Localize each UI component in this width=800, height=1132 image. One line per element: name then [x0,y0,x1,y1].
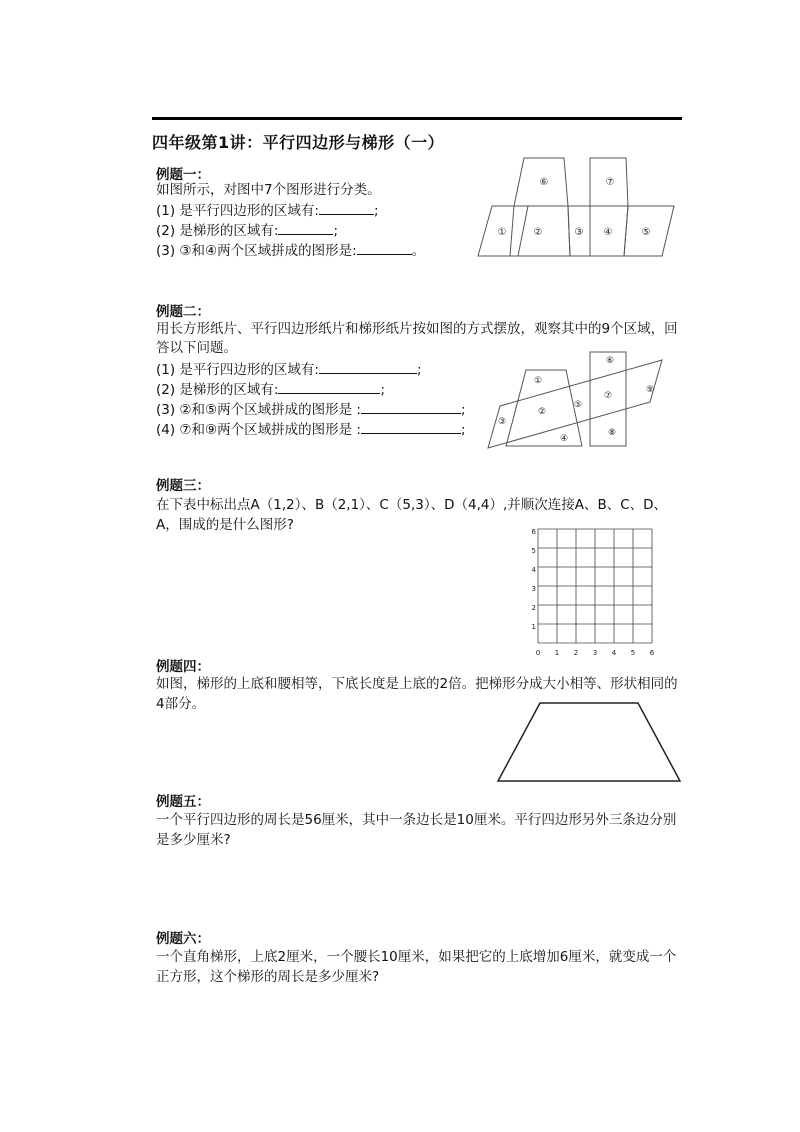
ex1-q3: (3) ③和④两个区域拼成的图形是: 。 [156,240,425,261]
ex1-label: ① [497,227,507,238]
x-tick-label: 5 [630,649,636,657]
x-tick-label: 1 [554,649,560,657]
header-rule [152,117,682,120]
ex6-heading: 例题六： [156,931,210,947]
ex2-label: ① [533,376,543,386]
x-tick-label: 2 [573,649,579,657]
ex1-figure [478,158,688,263]
ex3-heading: 例题三： [156,478,210,494]
ex2-label: ④ [559,434,569,444]
ex2-q3: (3) ②和⑤两个区域拼成的图形是 : ; [156,399,466,420]
page-title: 四年级第1讲：平行四边形与梯形（一） [152,133,445,152]
ex2-q2: (2) 是梯形的区域有: ; [156,379,385,400]
ex1-label: ⑦ [605,177,615,188]
x-tick-label: 4 [611,649,617,657]
y-tick-label: 6 [531,528,536,536]
ex2-label: ⑦ [603,391,613,401]
y-tick-label: 3 [531,585,536,593]
ex1-heading: 例题一： [156,167,210,183]
answer-blank[interactable] [361,399,461,414]
ex4-heading: 例题四： [156,659,210,675]
ex2-label: ⑤ [573,400,583,410]
y-tick-label: 5 [531,547,536,555]
y-tick-label: 4 [531,566,536,574]
ex1-q1: (1) 是平行四边形的区域有: ; [156,200,379,221]
trapezoid-figure [496,701,684,783]
ex5-text: 一个平行四边形的周长是56厘米，其中一条边长是10厘米。平行四边形另外三条边分别是多少厘米? [156,812,677,848]
x-tick-label: 6 [649,649,655,657]
ex1-label: ⑤ [641,227,651,238]
ex3-text: 在下表中标出点A（1,2）、B（2,1）、C（5,3）、D（4,4）,并顺次连接A、B、C、D、A，围成的是什么图形? [156,497,668,533]
ex4-text: 如图，梯形的上底和腰相等，下底长度是上底的2倍。把梯形分成大小相等、形状相同的4部分。 [156,676,678,712]
ex1-label: ③ [574,227,584,238]
ex2-heading: 例题二： [156,304,210,320]
answer-blank[interactable] [361,419,461,434]
ex6-text: 一个直角梯形，上底2厘米，一个腰长10厘米，如果把它的上底增加6厘米，就变成一个正方形，这个梯形的周长是多少厘米? [156,949,677,985]
answer-blank[interactable] [278,379,380,394]
ex2-q1: (1) 是平行四边形的区域有: ; [156,359,422,380]
ex4-trapezoid [498,703,680,781]
coordinate-grid [530,524,665,659]
x-tick-label: 0 [535,649,541,657]
ex1-label: ④ [603,227,613,238]
ex2-label: ⑧ [607,428,617,438]
ex2-label: ③ [497,417,507,427]
ex1-intro: 如图所示，对图中7个图形进行分类。 [156,182,381,198]
answer-blank[interactable] [319,359,417,374]
ex2-figure [486,350,666,450]
answer-blank[interactable] [357,240,412,255]
answer-blank[interactable] [278,220,333,235]
y-tick-label: 1 [531,623,536,631]
ex2-label: ② [537,407,547,417]
x-tick-label: 3 [592,649,598,657]
ex1-label: ② [533,227,543,238]
ex1-label: ⑥ [539,177,549,188]
ex2-label: ⑥ [605,356,615,366]
ex2-label: ⑨ [645,385,655,395]
answer-blank[interactable] [319,200,374,215]
y-tick-label: 2 [531,604,536,612]
ex2-intro: 用长方形纸片、平行四边形纸片和梯形纸片按如图的方式摆放，观察其中的9个区域，回答以下问题。 [156,321,678,356]
ex5-heading: 例题五： [156,794,210,810]
ex1-q2: (2) 是梯形的区域有: ; [156,220,338,241]
ex2-q4: (4) ⑦和⑨两个区域拼成的图形是 : ; [156,419,466,440]
